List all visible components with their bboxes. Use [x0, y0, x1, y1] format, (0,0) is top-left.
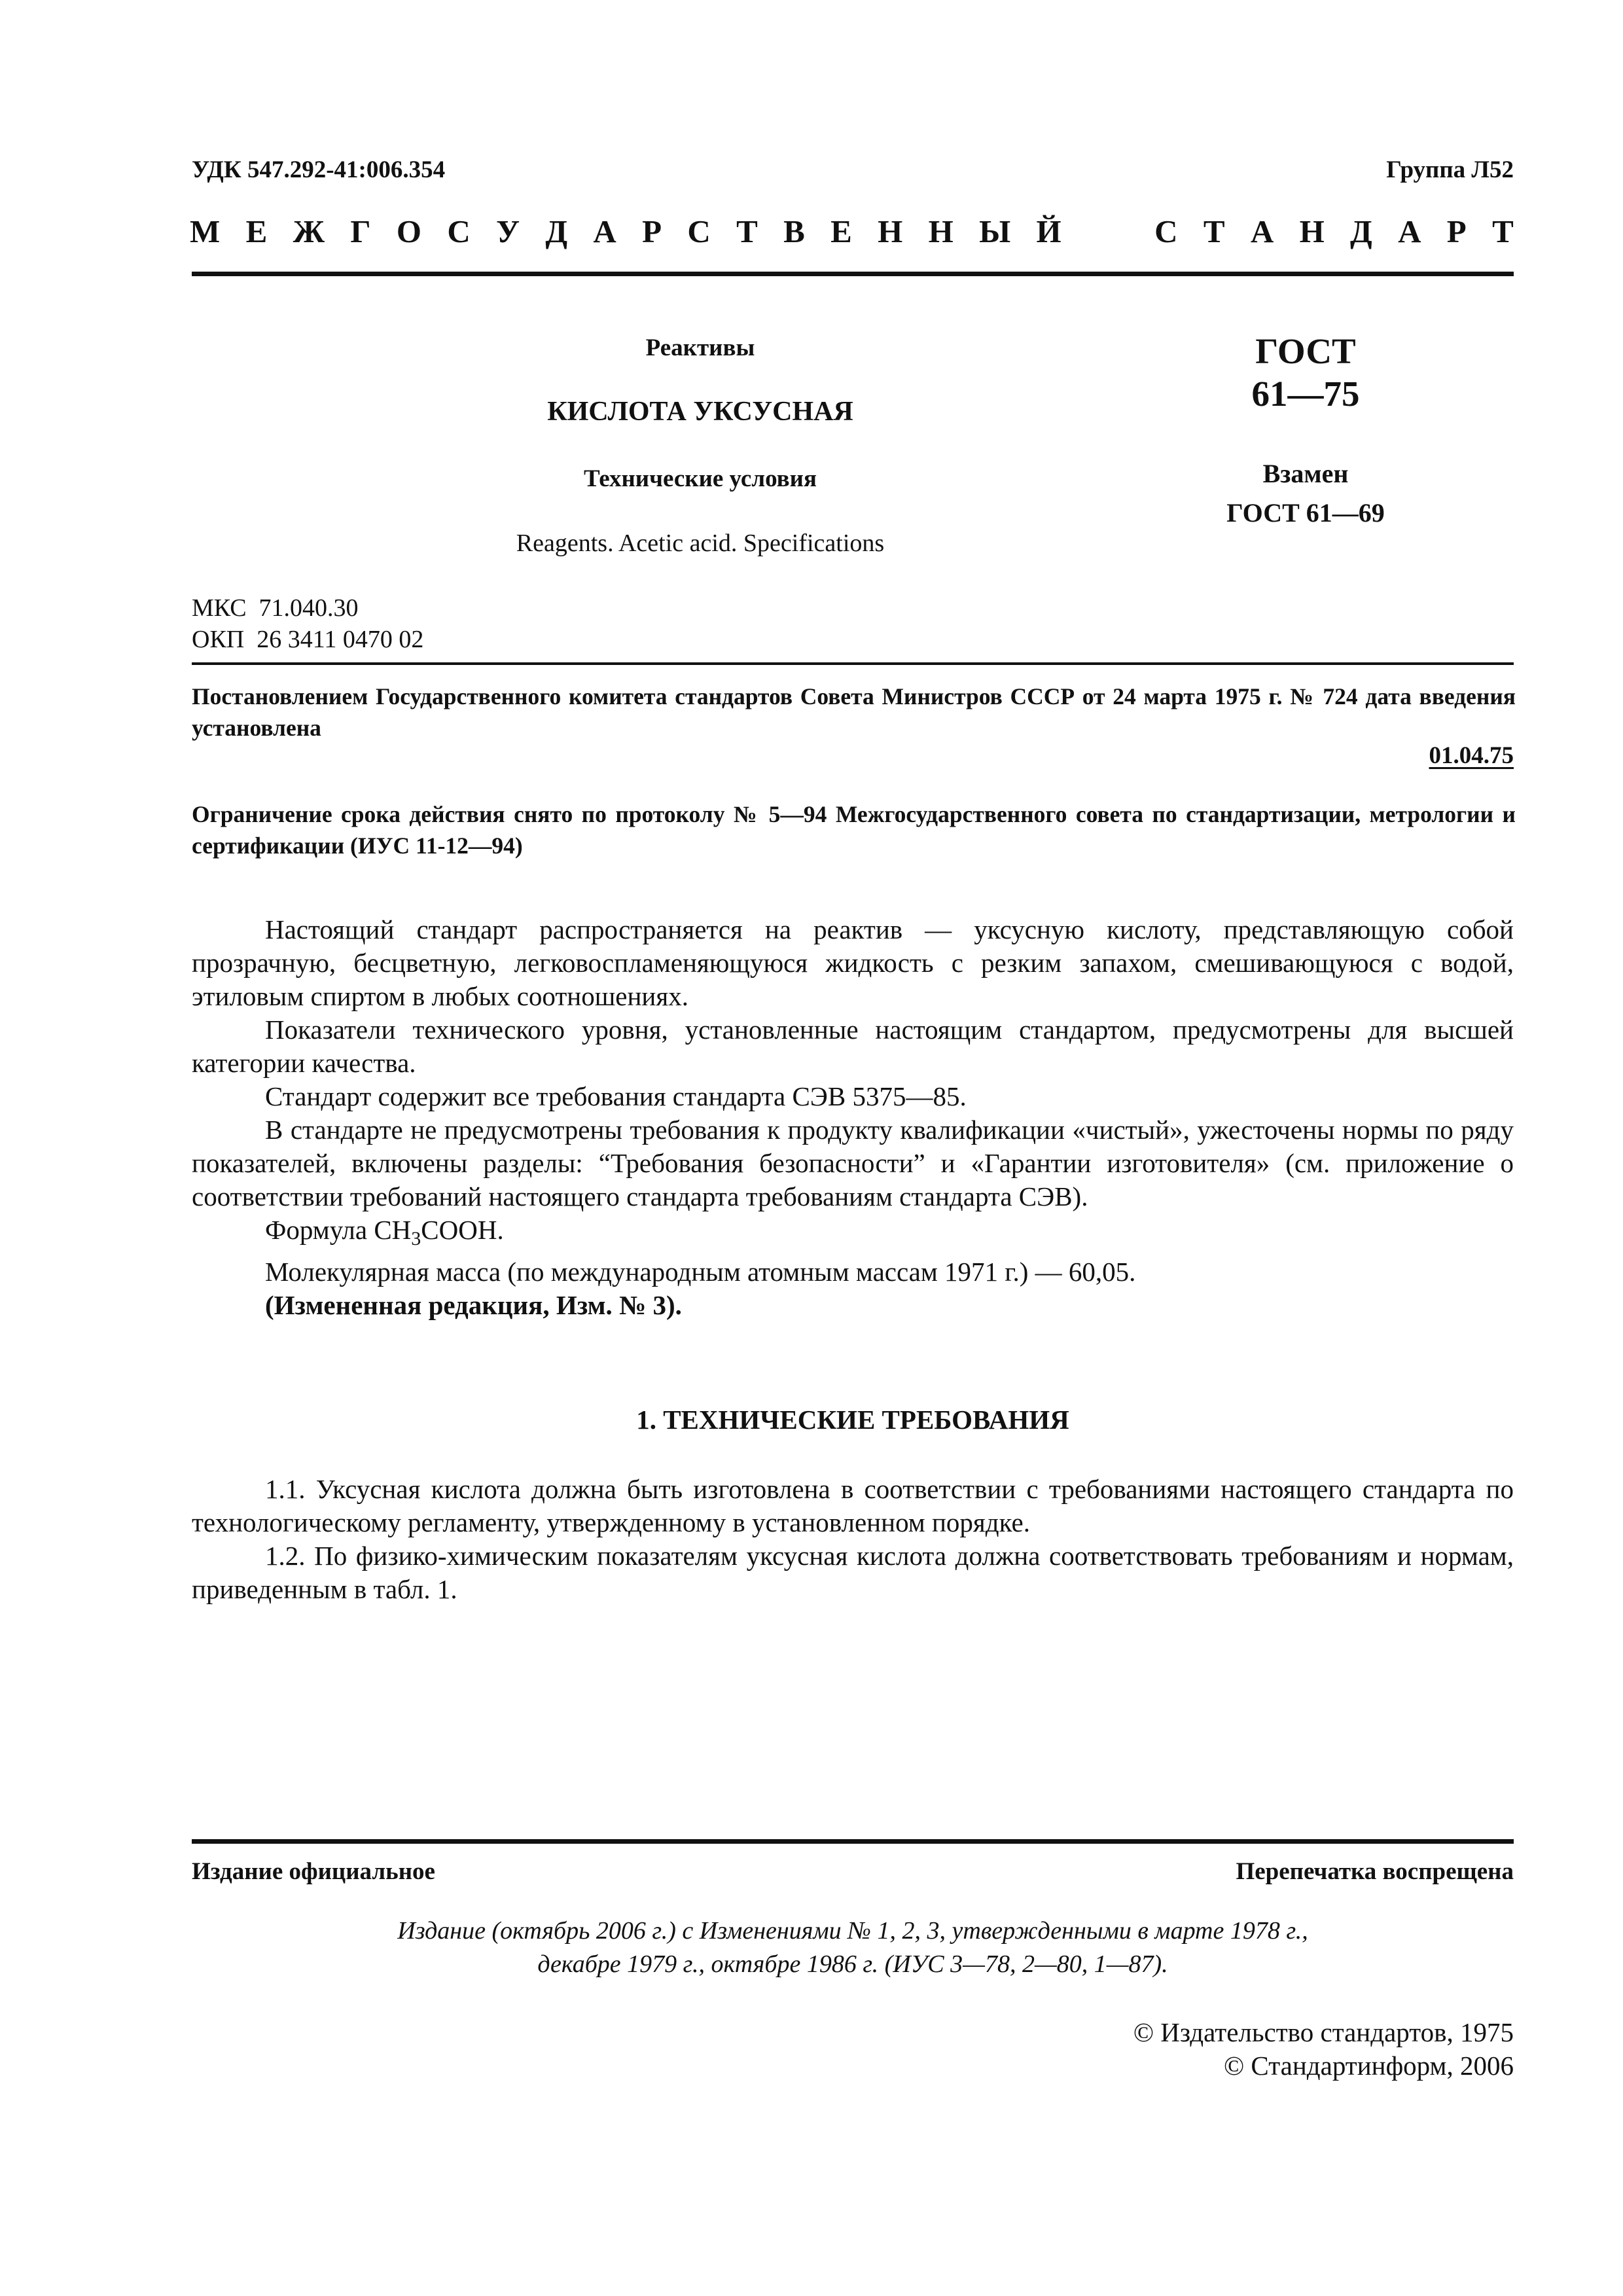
clause-1-1: 1.1. Уксусная кислота должна быть изготовлена в соответствии с требованиями настоящего стандарта по технологическому регламенту, утвержденному в установленном порядке. [192, 1474, 1514, 1537]
copyright-2006: © Стандартинформ, 2006 [1224, 2051, 1514, 2081]
banner-letter: Р [642, 213, 662, 249]
banner-letter: А [1398, 213, 1421, 249]
edition-note-line-2: декабре 1979 г., октябре 1986 г. (ИУС 3—78, 2—80, 1—87). [537, 1950, 1168, 1978]
banner-letter: Д [1350, 213, 1372, 249]
banner-letter: Е [245, 213, 268, 249]
banner-letter [1121, 213, 1129, 250]
banner-letter: С [447, 213, 471, 249]
paragraph-formula [192, 1213, 1514, 1255]
banner-letter: Н [1299, 213, 1325, 249]
header-rule [192, 272, 1514, 276]
paragraph-revision-note: (Измененная редакция, Изм. № 3). [265, 1290, 682, 1321]
interstate-standard-banner [190, 213, 1514, 250]
codes-rule [192, 662, 1514, 665]
banner-letter: Г [350, 213, 371, 249]
introduction-date: 01.04.75 [1429, 742, 1514, 769]
doc-english-title: Reagents. Acetic acid. Specifications [516, 529, 885, 557]
reprint-prohibited-label: Перепечатка воспрещена [1236, 1858, 1514, 1885]
banner-letter: С [687, 213, 711, 249]
group-code: Группа Л52 [1386, 156, 1514, 183]
banner-letter: Р [1446, 213, 1467, 249]
banner-letter: С [1154, 213, 1178, 249]
classification-codes [192, 592, 423, 655]
clause-1-2: 1.2. По физико-химическим показателям уксусная кислота должна соответствовать требованиям и нормам, приведенным в табл. 1. [192, 1541, 1514, 1604]
edition-note [192, 1914, 1514, 1981]
banner-letter: Й [1036, 213, 1061, 249]
banner-letter: У [496, 213, 520, 249]
official-edition-label: Издание официальное [192, 1858, 435, 1885]
replaces-label: Взамен [1262, 459, 1349, 488]
okp-code: ОКП 26 3411 0470 02 [192, 626, 424, 653]
resolution-text: Постановлением Государственного комитета стандартов Совета Министров СССР от 24 марта 1975 г. № 724 дата введения установлена [192, 683, 1516, 741]
udk-code: УДК 547.292-41:006.354 [192, 156, 446, 183]
paragraph-sev: Стандарт содержит все требования стандарта СЭВ 5375—85. [265, 1081, 967, 1111]
banner-letter: Т [1203, 213, 1225, 249]
banner-letter: Т [736, 213, 758, 249]
banner-letter: Д [545, 213, 568, 249]
banner-letter: А [593, 213, 616, 249]
doc-category: Реактивы [645, 334, 755, 361]
banner-letter: Е [830, 213, 852, 249]
banner-letter: А [1250, 213, 1274, 249]
intro-body [192, 913, 1514, 1322]
banner-letter: О [396, 213, 422, 249]
banner-letter: Т [1492, 213, 1514, 249]
footer-rule [192, 1839, 1514, 1844]
formula-prefix: Формула CH [265, 1215, 412, 1245]
formula-suffix: COOH. [421, 1215, 504, 1245]
banner-letter [1087, 213, 1095, 250]
copyright-block [1133, 2016, 1514, 2083]
section-heading: 1. ТЕХНИЧЕСКИЕ ТРЕБОВАНИЯ [636, 1405, 1069, 1435]
mks-code: МКС 71.040.30 [192, 594, 359, 622]
paragraph-scope: Настоящий стандарт распространяется на реактив — уксусную кислоту, представляющую собой прозрачную, бесцветную, легковоспламеняющуюся жидкость с резким запахом, смешивающуюся с водой, этиловым спиртом в любых соотношениях. [192, 914, 1514, 1011]
banner-letter: Н [928, 213, 954, 249]
banner-letter: Н [878, 213, 903, 249]
limitation-text: Ограничение срока действия снято по протоколу № 5—94 Межгосударственного совета по стандартизации, метрологии и сертификации (ИУС 11-12—94) [192, 801, 1516, 859]
banner-letter: Ы [979, 213, 1011, 249]
copyright-1975: © Издательство стандартов, 1975 [1133, 2017, 1514, 2047]
banner-letter: В [783, 213, 805, 249]
doc-title: КИСЛОТА УКСУСНАЯ [547, 397, 853, 427]
banner-letter: М [190, 213, 221, 249]
paragraph-molar-mass: Молекулярная масса (по международным атомным массам 1971 г.) — 60,05. [265, 1257, 1136, 1287]
edition-note-line-1: Издание (октябрь 2006 г.) с Изменениями № 1, 2, 3, утвержденными в марте 1978 г., [397, 1917, 1308, 1945]
replaces-number: ГОСТ 61—69 [1226, 498, 1385, 528]
paragraph-quality: Показатели технического уровня, установленные настоящим стандартом, предусмотрены для высшей категории качества. [192, 1014, 1514, 1078]
doc-subtitle: Технические условия [584, 465, 817, 492]
banner-letter: Ж [293, 213, 325, 249]
gost-number: 61—75 [1251, 374, 1360, 414]
gost-label: ГОСТ [1255, 331, 1356, 371]
formula-subscript: 3 [411, 1228, 421, 1250]
section-body [192, 1473, 1514, 1606]
paragraph-differences: В стандарте не предусмотрены требования к продукту квалификации «чистый», ужесточены нормы по ряду показателей, включены разделы: “Требования безопасности” и «Гарантии изготовителя» (см. приложение о соответствии требований настоящего стандарта требованиям стандарта СЭВ). [192, 1115, 1514, 1211]
